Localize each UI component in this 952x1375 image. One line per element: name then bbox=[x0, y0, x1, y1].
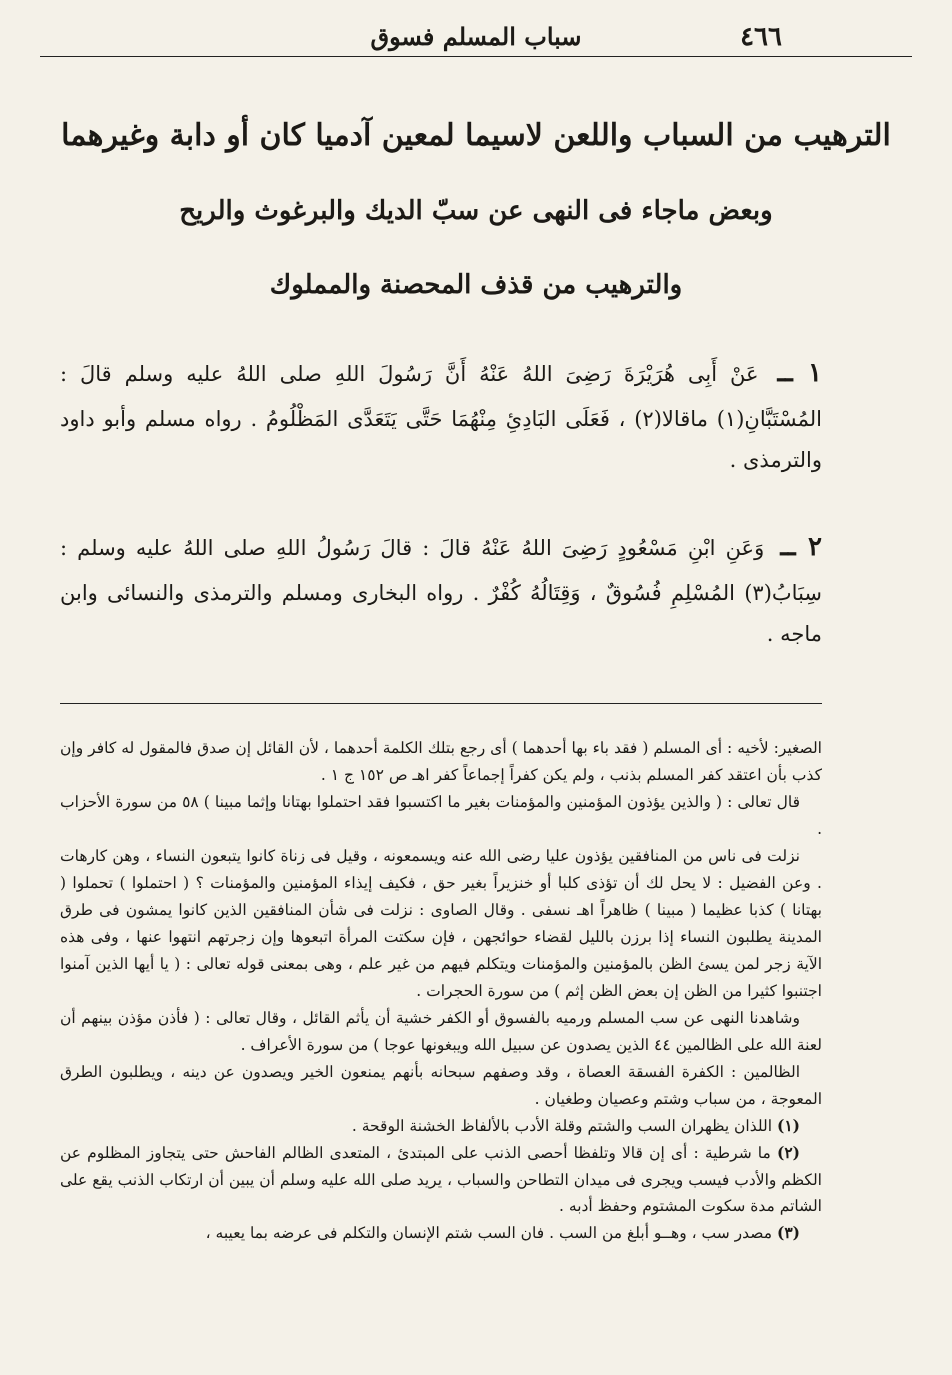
commentary-paragraph: الصغير: لأخيه : أى المسلم ( فقد باء بها أحدهما ) أى رجع بتلك الكلمة أحدهما ، لأن القائل إن صدق فالمقول له كافر وإن كذب بأن اعتقد كفر المسلم بذنب ، ولم يكن كفراً إجماعاً كفر اهـ ص ١٥٢ ج ١ . bbox=[60, 739, 822, 784]
commentary-paragraph: نزلت فى ناس من المنافقين يؤذون عليا رضى الله عنه ويسمعونه ، وقيل فى زناة كانوا يتبعون النساء ، وهن كارهات . وعن الفضيل : لا يحل لك أن تؤذى كلبا أو خنزيراً بغير حق ، فكيف إيذاء المؤمنين والمؤمنات ؟ ( احتملوا ) تحملوا ( بهتانا ) كذبا عظيما ( مبينا ) ظاهراً اهـ نسفى . وقال الصاوى : نزلت فى شأن المنافقين الذين كانوا يمشون فى طرق المدينة يطلبون النساء إذا برزن بالليل لقضاء حوائجهن ، فإن سكتت المرأة اتبعوها وإن زجرتهم انتهوا عنها ، وفى هذه الآية زجر لمن يسئ الظن بالمؤمنين والمؤمنات ويتكلم فيهم من غير علم ، وهى بمعنى قوله تعالى : ( يا أيها الذين آمنوا اجتنبوا كثيرا من الظن إن بعض الظن إثم ) من سورة الحجرات . bbox=[60, 846, 822, 1000]
footnote-text: اللذان يظهران السب والشتم وقلة الأدب بالألفاظ الخشنة الوقحة . bbox=[351, 1116, 773, 1135]
hadith-number: ٢ ــ bbox=[780, 532, 822, 562]
hadith-text: وَعَنِ ابْنِ مَسْعُودٍ رَضِىَ اللهُ عَنْهُ قالَ : قالَ رَسُولُ اللهِ صلى اللهُ عليه وسلم : سِبَابُ(٣) المُسْلِمِ فُسُوقٌ ، وَقِتَالُهُ كُفْرٌ . رواه البخارى ومسلم والترمذى والنسائى وابن ماجه . bbox=[60, 536, 822, 646]
footnote-text: مصدر سب ، وهــو أبلغ من السب . فان السب شتم الإنسان والتكلم فى عرضه بما يعيبه ، bbox=[205, 1224, 773, 1243]
commentary-notes bbox=[60, 735, 822, 1247]
commentary-paragraph: قال تعالى : ( والذين يؤذون المؤمنين والمؤمنات بغير ما اكتسبوا فقد احتملوا بهتانا وإثما مبينا ) ٥٨ من سورة الأحزاب . bbox=[60, 792, 822, 838]
page-number: ٤٦٦ bbox=[740, 22, 782, 52]
footnote-number: (١) bbox=[776, 1115, 800, 1135]
chapter-subtitle: وبعض ماجاء فى النهى عن سبّ الديك والبرغوث والريح bbox=[179, 196, 773, 226]
running-title: سباب المسلم فسوق bbox=[370, 22, 582, 51]
chapter-subtitle-2: والترهيب من قذف المحصنة والمملوك bbox=[269, 270, 683, 300]
hadith-text: عَنْ أَبِى هُرَيْرَةَ رَضِىَ اللهُ عَنْهُ أَنَّ رَسُولَ اللهِ صلى اللهُ عليه وسلم قالَ : المُسْتَبَّانِ(١) ماقالا(٢) ، فَعَلَى البَادِئِ مِنْهُمَا حَتَّى يَتَعَدَّى المَظْلُومُ . رواه مسلم وأبو داود والترمذى . bbox=[60, 362, 822, 472]
footnote-3 bbox=[60, 1220, 822, 1247]
commentary-paragraph: وشاهدنا النهى عن سب المسلم ورميه بالفسوق أو الكفر خشية أن يأثم القائل ، وقال تعالى : ( فأذن مؤذن بينهم أن لعنة الله على الظالمين ٤٤ الذين يصدون عن سبيل الله ويبغونها عوجا ) من سورة الأعراف . bbox=[60, 1008, 822, 1054]
hadith-number: ١ ــ bbox=[777, 358, 822, 388]
hadith-2 bbox=[60, 522, 822, 655]
footnote-number: (٣) bbox=[776, 1223, 800, 1243]
chapter-title: الترهيب من السباب واللعن لاسيما لمعين آدميا كان أو دابة وغيرهما bbox=[61, 118, 891, 153]
footnote-1 bbox=[60, 1113, 822, 1140]
footnote-2 bbox=[60, 1140, 822, 1221]
footnote-number: (٢) bbox=[776, 1142, 800, 1162]
footnote-divider bbox=[60, 703, 822, 704]
commentary-paragraph: الظالمين : الكفرة الفسقة العصاة ، وقد وصفهم سبحانه بأنهم يمنعون الخير ويصدون عن دينه ، ويطلبون الطرق المعوجة ، من سباب وشتم وعصيان وطغيان . bbox=[60, 1062, 822, 1108]
hadith-1 bbox=[60, 348, 822, 481]
running-header bbox=[40, 14, 912, 57]
footnote-text: ما شرطية : أى إن قالا وتلفظا أحصى الذنب على المبتدئ ، المتعدى الظالم الفاحش حتى يتجاوز المظلوم عن الكظم والأدب فيسب ويجرى فى ميدان التطاحن والسباب ، يريد صلى الله عليه وسلم أن يبين أن ارتكاب الذنب يقع على الشاتم مدة سكوت المشتوم وحفظ أدبه . bbox=[60, 1143, 822, 1216]
